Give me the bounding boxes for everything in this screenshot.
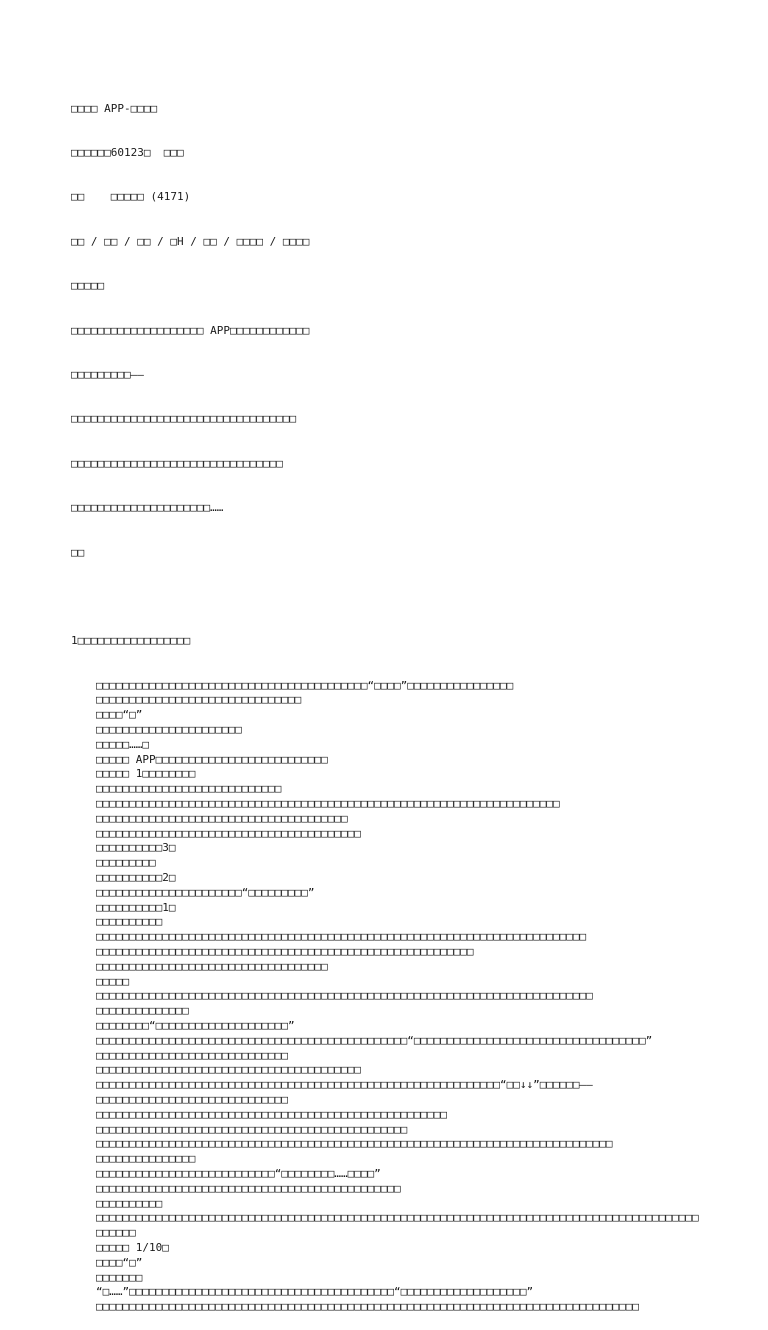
doc-line: □□□□□□□□□□□□□□□□□□□□□□□□□□□□□□□□□□ (71, 412, 297, 426)
paragraph-line: □□□□□□□□□□2□ (96, 871, 176, 885)
paragraph-line: □□□□□□□□□□□□□□ (96, 1004, 189, 1018)
doc-line: □□□□□ (71, 279, 105, 293)
document-body (71, 72, 701, 1330)
paragraph-line: □□□□□□□□□□□□□□□□□□□□□□□□□□□□□□□□□□□□□□□□□□□□□□□□□□□□□□□□□□□□□□□□□□□□□□□□□□□ (96, 989, 593, 1003)
doc-subtitle: □□□□□□60123□ □□□ (71, 145, 184, 159)
paragraph-line: □□□□□□□□□□□□□□□□□□□□□□□□□□□□□□□□□□□□□□□□□□□□□□□“□□□□□□□□□□□□□□□□□□□□□□□□□□□□□□□□□□□” (96, 1033, 653, 1047)
paragraph-line: □□□□□□□□□□□□□□□□□□□□□□□□□□□□□□□□□□□□□□□□□□□□□□□□□□□□□□□□□□□□□□□□□□□□□□□□□□□□□□□□□□ (96, 1300, 640, 1314)
paragraph-line: □□□□□□□ (96, 1270, 143, 1284)
spacer (71, 590, 701, 605)
paragraph-line: □□□□□□□□□□ (96, 1196, 163, 1210)
paragraph-line: □□□□□□□□□□ (96, 915, 163, 929)
section-heading: 1□□□□□□□□□□□□□□□□□ (71, 634, 191, 648)
paragraph-line: □□□□□□□□□□□□□□□□□□□□□□□□□□□□□□□□□□□□□□□□□□□□□□ (96, 1181, 401, 1195)
paragraph-line: □□□□□ 1□□□□□□□□ (96, 767, 196, 781)
paragraph-line: □□□□□□□□□□□□□□□□□□□□□□□□□□□□□ (96, 1092, 289, 1106)
paragraph-line: □□□□□□□□□□□□□□□ (96, 1152, 196, 1166)
breadcrumb: □□ / □□ / □□ / □H / □□ / □□□□ / □□□□ (71, 234, 310, 248)
paragraph-line: □□□□□□□□□□□□□□□□□□□□□□□□□□□□□□□□□□□□□□□□□□□□□□□ (96, 1122, 408, 1136)
paragraph-line: □□□□“□” (96, 708, 143, 722)
paragraph-line: □□□□□□□□□□□□□□□□□□□□□□□□□□□□□□□□□□□□□□ (96, 811, 348, 825)
doc-line: □□□□□□□□□□□□□□□□□□□□ APP□□□□□□□□□□□□ (71, 323, 310, 337)
paragraph-line: □□□□□□□□□□□□□□□□□□□□□□□□□□□□□ (96, 1048, 289, 1062)
paragraph-line: □□□□□□□□□□□□□□□□□□□□□□□□□□□□□□□□□□□□□□□□□□□□□□□□□□□□□□□□□□□□□“□□↓↓”□□□□□□—— (96, 1078, 593, 1092)
doc-line: □□□□□□□□□□□□□□□□□□□□□□□□□□□□□□□□ (71, 456, 283, 470)
paragraph-line: □□□□□□□□□□□□□□□□□□□□□□□□□□□□□□□□□□□□□□□□□□□□□□□□□□□□□ (96, 1107, 447, 1121)
paragraph-line: □□□□□□□□□□□□□□□□□□□□□□□□□□□□□□□□□□□ (96, 959, 328, 973)
paragraph-line: □□□□□□□□□□□□□□□□□□□□□□□□□□□□□□□□□□□□□□□□ (96, 826, 361, 840)
paragraph-line: □□□□□□□□□□3□ (96, 841, 176, 855)
paragraph-line: □□□□□□□□□□□□□□□□□□□□□□□□□□□□□□□□□□□□□□□□□□□□□□□□□□□□□□□□□□□□□□□□□□□□□□ (96, 797, 560, 811)
paragraph-line: □□□□□□□□□□□□□□□□□□□□□□ (96, 723, 242, 737)
paragraph-line: □□□□□□□□□□1□ (96, 900, 176, 914)
paragraph-line: □□□□□ APP□□□□□□□□□□□□□□□□□□□□□□□□□□ (96, 752, 328, 766)
paragraph-line: □□□□□□□□□□□□□□□□□□□□□□□□□□□□□□□□□□□□□□□□□□□□□□□□□□□□□□□□□ (96, 945, 474, 959)
doc-title: □□□□ APP-□□□□ (71, 101, 158, 115)
paragraph-line: □□□□□□□□□□□□□□□□□□□□□□□□□□□“□□□□□□□□……□□□□” (96, 1166, 381, 1180)
paragraph-line: □□□□□□□□□□□□□□□□□□□□□□□□□□□□ (96, 782, 282, 796)
paragraph-line: □□□□□□□□□□□□□□□□□□□□□□□□□□□□□□□□□□□□□□□□□□□□□□□□□□□□□□□□□□□□□□□□□□□□□□□□□□□□□□ (96, 1137, 613, 1151)
paragraph-line: □□□□□□□□“□□□□□□□□□□□□□□□□□□□□” (96, 1019, 295, 1032)
paragraph-line: □□□□□□□□□□□□□□□□□□□□□□□□□□□□□□□ (96, 693, 302, 707)
doc-meta: □□ □□□□□ (4171) (71, 190, 191, 204)
paragraph-line: □□□□□ 1/10□ (96, 1240, 169, 1254)
paragraph-line: □□□□“□” (96, 1255, 143, 1269)
paragraph-line: □□□□□□□□□□□□□□□□□□□□□□□□□□□□□□□□□□□□□□□□ (96, 1063, 361, 1077)
section-body (71, 679, 701, 1315)
paragraph-line: □□□□□……□ (96, 737, 149, 751)
paragraph-line: □□□□□□□□□□□□□□□□□□□□□□□□□□□□□□□□□□□□□□□□□□□□□□□□□□□□□□□□□□□□□□□□□□□□□□□□□□ (96, 930, 587, 944)
paragraph-line: □□□□□□□□□□□□□□□□□□□□□□□□□□□□□□□□□□□□□□□□□□□□□□□□□□□□□□□□□□□□□□□□□□□□□□□□□□□□□□□□□□□□□□□□□□□□□□□□□ (96, 1211, 699, 1240)
paragraph-line: □□□□□□□□□ (96, 856, 156, 870)
doc-line: □□□□□□□□□—— (71, 367, 144, 381)
paragraph-line: □□□□□□□□□□□□□□□□□□□□□□“□□□□□□□□□” (96, 885, 315, 899)
doc-line: □□ (71, 545, 85, 559)
paragraph-line: “□……”□□□□□□□□□□□□□□□□□□□□□□□□□□□□□□□□□□□□□□□□“□□□□□□□□□□□□□□□□□□□” (96, 1285, 534, 1299)
paragraph-line: □□□□□□□□□□□□□□□□□□□□□□□□□□□□□□□□□□□□□□□□□“□□□□”□□□□□□□□□□□□□□□□ (96, 678, 514, 692)
paragraph-line: □□□□□ (96, 974, 130, 988)
doc-line: □□□□□□□□□□□□□□□□□□□□□…… (71, 501, 224, 515)
